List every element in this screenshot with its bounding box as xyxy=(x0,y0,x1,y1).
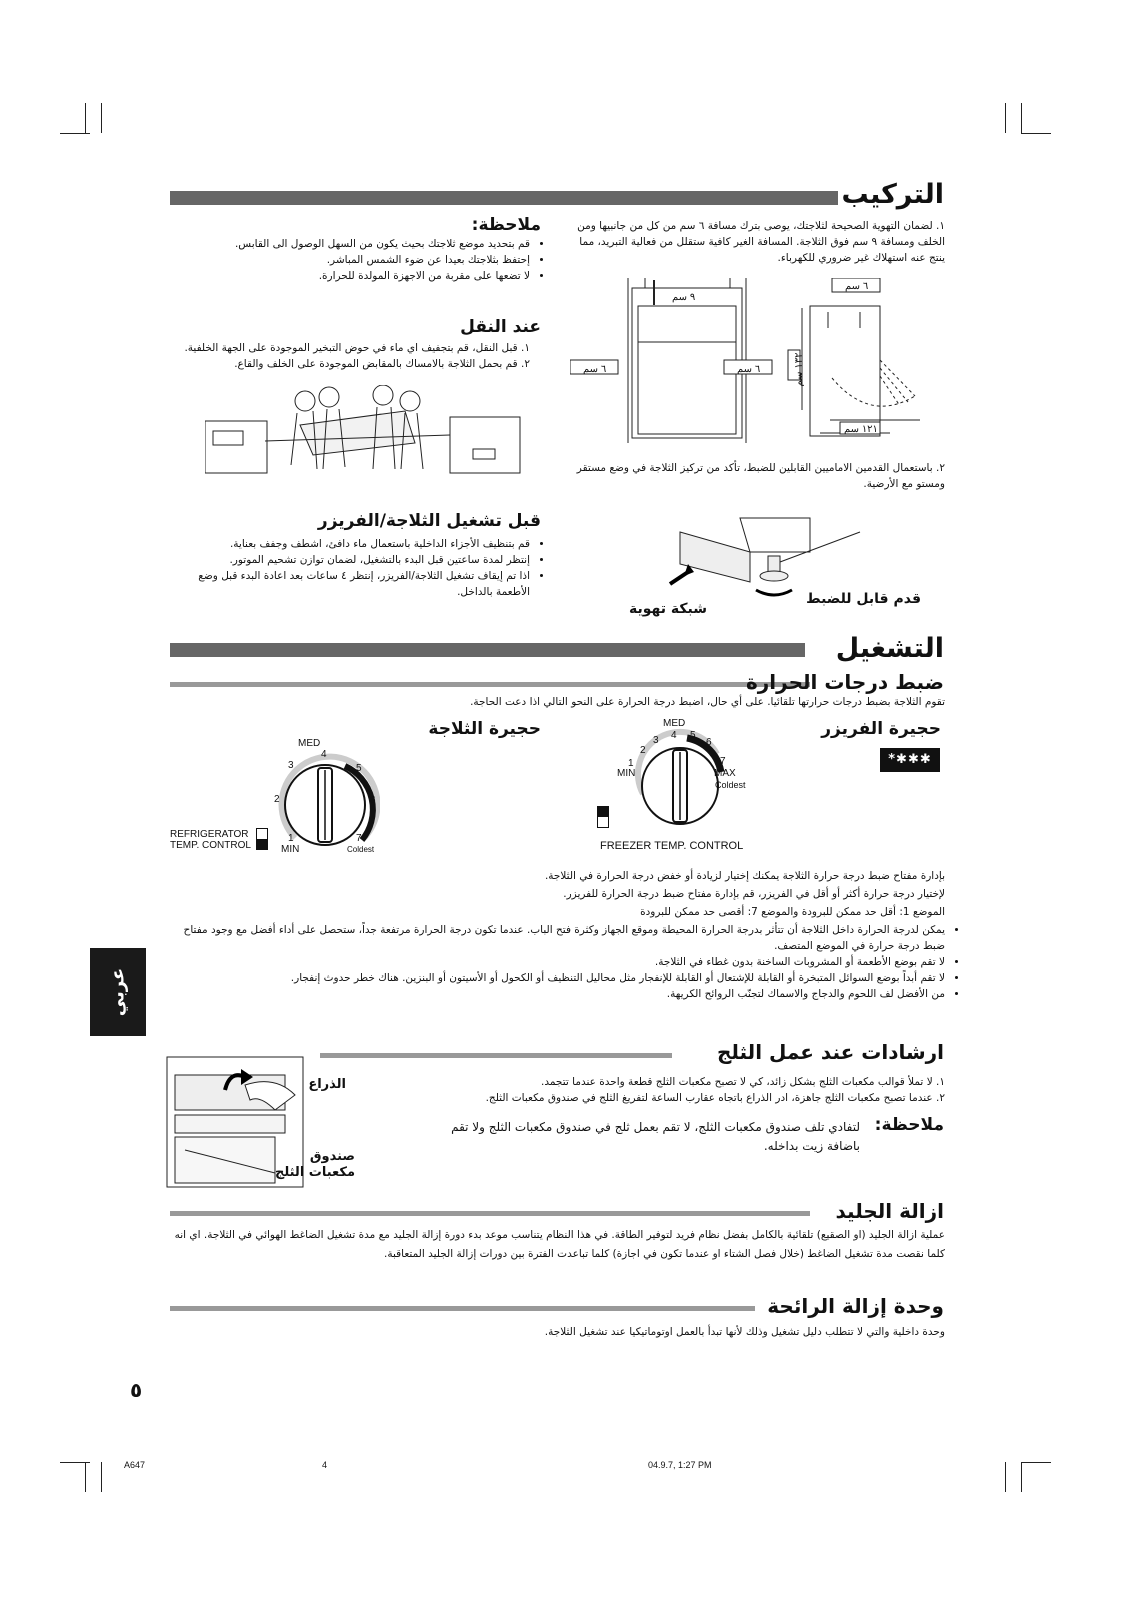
moving-title: عند النقل xyxy=(460,317,541,337)
ice-title: ارشادات عند عمل الثلج xyxy=(716,1040,944,1064)
fridge-dial-6: 6 xyxy=(370,795,376,806)
before-use-title: قبل تشغيل الثلاجة/الفريزر xyxy=(317,511,541,531)
crop-mark xyxy=(1021,1462,1022,1492)
ice-note-label: ملاحظة: xyxy=(874,1115,944,1135)
deodorizer-title: وحدة إزالة الرائحة xyxy=(767,1294,944,1318)
ice-step-2: ٢. عندما تصبح مكعبات الثلج جاهزة، ادر الذراع باتجاه عقارب الساعة لتفريغ الثلج في صندوق مكعبات الثلج. xyxy=(485,1092,945,1104)
freezer-dial-5: 5 xyxy=(690,730,696,741)
note-item: • إحتفظ بثلاجتك بعيدا عن ضوء الشمس المباشر. xyxy=(230,252,530,268)
label-adjustable-foot: قدم قابل للضبط xyxy=(806,591,921,607)
crop-mark xyxy=(85,103,86,133)
crop-mark xyxy=(1021,103,1022,133)
fridge-dial-5: 5 xyxy=(356,763,362,774)
page-number: ٥ xyxy=(130,1378,143,1402)
deodorizer-text: وحدة داخلية والتي لا تتطلب دليل تشغيل وذلك لأنها تبدأ بالعمل اوتوماتيكيا عند تشغيل الثلاجة. xyxy=(544,1326,945,1338)
section-rule xyxy=(170,191,838,205)
before-use-list xyxy=(178,536,542,600)
ice-note-text: لتفادي تلف صندوق مكعبات الثلج، لا تقم بعمل ثلج في صندوق مكعبات الثلج ولا تقم باضافة زيت بداخله. xyxy=(451,1120,860,1153)
before-use-item: • إنتظر لمدة ساعتين قبل البدء بالتشغيل، لضمان توازن تشحيم الموتور. xyxy=(178,552,530,568)
fridge-dial-coldest: Coldest xyxy=(347,845,375,854)
crop-mark xyxy=(60,133,90,134)
fridge-chamber-label: حجيرة الثلاجة xyxy=(428,719,541,739)
dim-top-right: ٦ سم xyxy=(845,281,869,292)
freezer-rating-text: *✱✱✱ xyxy=(888,752,932,767)
fridge-control-label-2: TEMP. CONTROL xyxy=(170,840,251,851)
label-ice-box-2: مكعبات الثلج xyxy=(274,1165,355,1180)
freezer-indicator xyxy=(597,806,609,828)
operation-bullets xyxy=(160,922,957,1002)
operation-bullet: • من الأفضل لف اللحوم والدجاج والاسماك لتجنّب الروائح الكريهة. xyxy=(160,986,945,1002)
operation-bullet: • لا تقم بوضع الأطعمة أو المشروبات الساخنة بدون غطاء في الثلاجة. xyxy=(160,954,945,970)
freezer-dial-med: MED xyxy=(663,718,686,729)
freezer-dial-6: 6 xyxy=(706,737,712,748)
installation-step-2: ٢. باستعمال القدمين الاماميين القابلين للضبط، تأكد من تركيز الثلاجة في وضع مستقر ومستو مع الأرضية. xyxy=(576,462,945,490)
operation-title: التشغيل xyxy=(835,633,944,664)
freezer-dial-max: MAX xyxy=(714,768,736,779)
installation-title: التركيب xyxy=(841,179,944,210)
temp-intro: تقوم الثلاجة بضبط درجات حرارتها تلقائيا. على أي حال، اضبط درجة الحرارة على النحو التالي اذا دعت الحاجة. xyxy=(470,696,945,708)
defrost-title: ازالة الجليد xyxy=(835,1199,944,1223)
moving-step-1: ١. قبل النقل، قم بتجفيف اي ماء في حوض التبخير الموجودة على الجهة الخلفية. xyxy=(184,342,530,354)
freezer-dial-min: MIN xyxy=(617,768,636,779)
operation-line-1: بإدارة مفتاح ضبط درجة حرارة الثلاجة يمكنك إختيار لزيادة أو خفض درجة الحرارة في الثلاجة. xyxy=(544,870,945,882)
crop-mark xyxy=(1005,103,1006,133)
dim-side-left: ٦ سم xyxy=(583,364,607,375)
freezer-control-label: FREEZER TEMP. CONTROL xyxy=(600,840,744,852)
fridge-dial-4: 4 xyxy=(321,749,327,760)
notes-title: ملاحظة: xyxy=(471,215,541,235)
dim-top: ٩ سم xyxy=(672,292,696,303)
fridge-dial-7: 7 xyxy=(356,833,362,844)
freezer-star-rating xyxy=(880,748,940,772)
operation-bullet: • يمكن لدرجة الحرارة داخل الثلاجة أن تتأثر بدرجة الحرارة المحيطة وموقع الجهاز وكثرة فتح الباب. عندما تكون درجة الحرارة مرتفعة جداً، ستحصل على أداء أفضل مع وجود مفتاح ضبط درجة حرارة في الموضع المتصف. xyxy=(160,922,945,954)
fridge-dial-2: 2 xyxy=(274,794,280,805)
before-use-item: • اذا تم إيقاف تشغيل الثلاجة/الفريزر، إنتظر ٤ ساعات بعد اعادة البدء قبل وضع الأطعمة بالداخل. xyxy=(178,568,530,600)
label-lever: الذراع xyxy=(308,1077,346,1092)
crop-mark xyxy=(101,1462,102,1492)
freezer-dial-4: 4 xyxy=(671,730,677,741)
label-vent-grille: شبكة تهوية xyxy=(628,601,707,617)
crop-mark xyxy=(85,1462,86,1492)
fridge-indicator xyxy=(256,828,268,850)
operation-bullet: • لا تقم أبداً بوضع السوائل المتبخرة أو القابلة للإشتعال أو القابلة للإنفجار مثل محاليل التنظيف أو الكحول أو الأسيتون أو البنزين. هناك خطر حدوث إنفجار. xyxy=(160,970,945,986)
freezer-dial-7: 7 xyxy=(720,756,726,767)
freezer-dial-1: 1 xyxy=(628,758,634,769)
notes-list xyxy=(230,236,542,284)
footer-timestamp: 04.9.7, 1:27 PM xyxy=(648,1460,712,1470)
freezer-dial-3: 3 xyxy=(653,735,659,746)
crop-mark xyxy=(1021,133,1051,134)
dim-height: ١٣٢ سم xyxy=(793,352,805,387)
carrying-illustration xyxy=(205,385,525,477)
footer-page: 4 xyxy=(322,1460,328,1470)
operation-line-3: الموضع 1: أقل حد ممكن للبرودة والموضع 7: أقصى حد ممكن للبرودة xyxy=(640,906,945,918)
fridge-dial-1: 1 xyxy=(288,833,294,844)
freezer-dial-2: 2 xyxy=(640,745,646,756)
defrost-text: عملية ازالة الجليد (او الصقيع) تلقائية بالكامل بفضل نظام فريد لتوفير الطاقة. في هذا النظام يتناسب موعد بدء دورة إزالة الجليد مع مدة تشغيل الضاغط الهوائي في الثلاجة. اي انه كلما نقصت مدة تشغيل الضاغط (خلال فصل الشتاء او عندما تكون في اجازة) كلما تباعدت الفترة بين دورات إزالة الجليد المتعاقبة. xyxy=(174,1229,945,1260)
temp-title: ضبط درجات الحرارة xyxy=(745,670,944,694)
subsection-rule xyxy=(170,1211,810,1216)
freezer-dial-coldest: Coldest xyxy=(715,780,746,790)
crop-mark xyxy=(1021,1462,1051,1463)
note-item: • لا تضعها على مقربة من الاجهزة المولدة للحرارة. xyxy=(230,268,530,284)
crop-mark xyxy=(101,103,102,133)
footer-code: A647 xyxy=(124,1460,146,1470)
operation-line-2: لإختيار درجة حرارة أكثر أو أقل في الفريزر، قم بإدارة مفتاح ضبط درجة الحرارة للفريزر. xyxy=(563,888,945,900)
language-tab-label: عربي xyxy=(107,967,129,1017)
installation-step-1: ١. لضمان التهوية الصحيحة لثلاجتك، يوصى بترك مسافة ٦ سم من كل من جانبيها ومن الخلف ومسافة ٩ سم فوق الثلاجة. المسافة الغير كافية ستقلل من فعالية التبريد، مما ينتج عنه استهلاك غير ضروري للكهرباء. xyxy=(577,220,945,264)
section-rule xyxy=(170,643,805,657)
label-ice-box-1: صندوق xyxy=(309,1149,355,1164)
dim-side-right: ٦ سم xyxy=(737,364,761,375)
fridge-control-label-1: REFRIGERATOR xyxy=(170,829,249,840)
freezer-chamber-label: حجيرة الفريزر xyxy=(821,719,941,739)
fridge-dial-med: MED xyxy=(298,738,321,749)
subsection-rule xyxy=(320,1053,672,1058)
moving-step-2: ٢. قم بحمل الثلاجة بالامساك بالمقابض الموجودة على الخلف والقاع. xyxy=(234,358,530,370)
before-use-item: • قم بتنظيف الأجزاء الداخلية باستعمال ماء دافئ، اشطف وجفف بعناية. xyxy=(178,536,530,552)
fridge-dial-min: MIN xyxy=(281,844,300,855)
refrigerator-dial[interactable] xyxy=(270,750,380,855)
ice-step-1: ١. لا تملأ قوالب مكعبات الثلج بشكل زائد، كي لا تصبح مكعبات الثلج قطعة واحدة عندما تتجمد. xyxy=(541,1076,945,1088)
fridge-dial-3: 3 xyxy=(288,760,294,771)
subsection-rule xyxy=(170,1306,755,1311)
dim-depth: ١٢١ سم xyxy=(844,424,878,435)
language-tab xyxy=(90,948,146,1036)
subsection-rule xyxy=(170,682,810,687)
note-item: • قم بتحديد موضع ثلاجتك بحيث يكون من السهل الوصول الى القابس. xyxy=(230,236,530,252)
crop-mark xyxy=(1005,1462,1006,1492)
